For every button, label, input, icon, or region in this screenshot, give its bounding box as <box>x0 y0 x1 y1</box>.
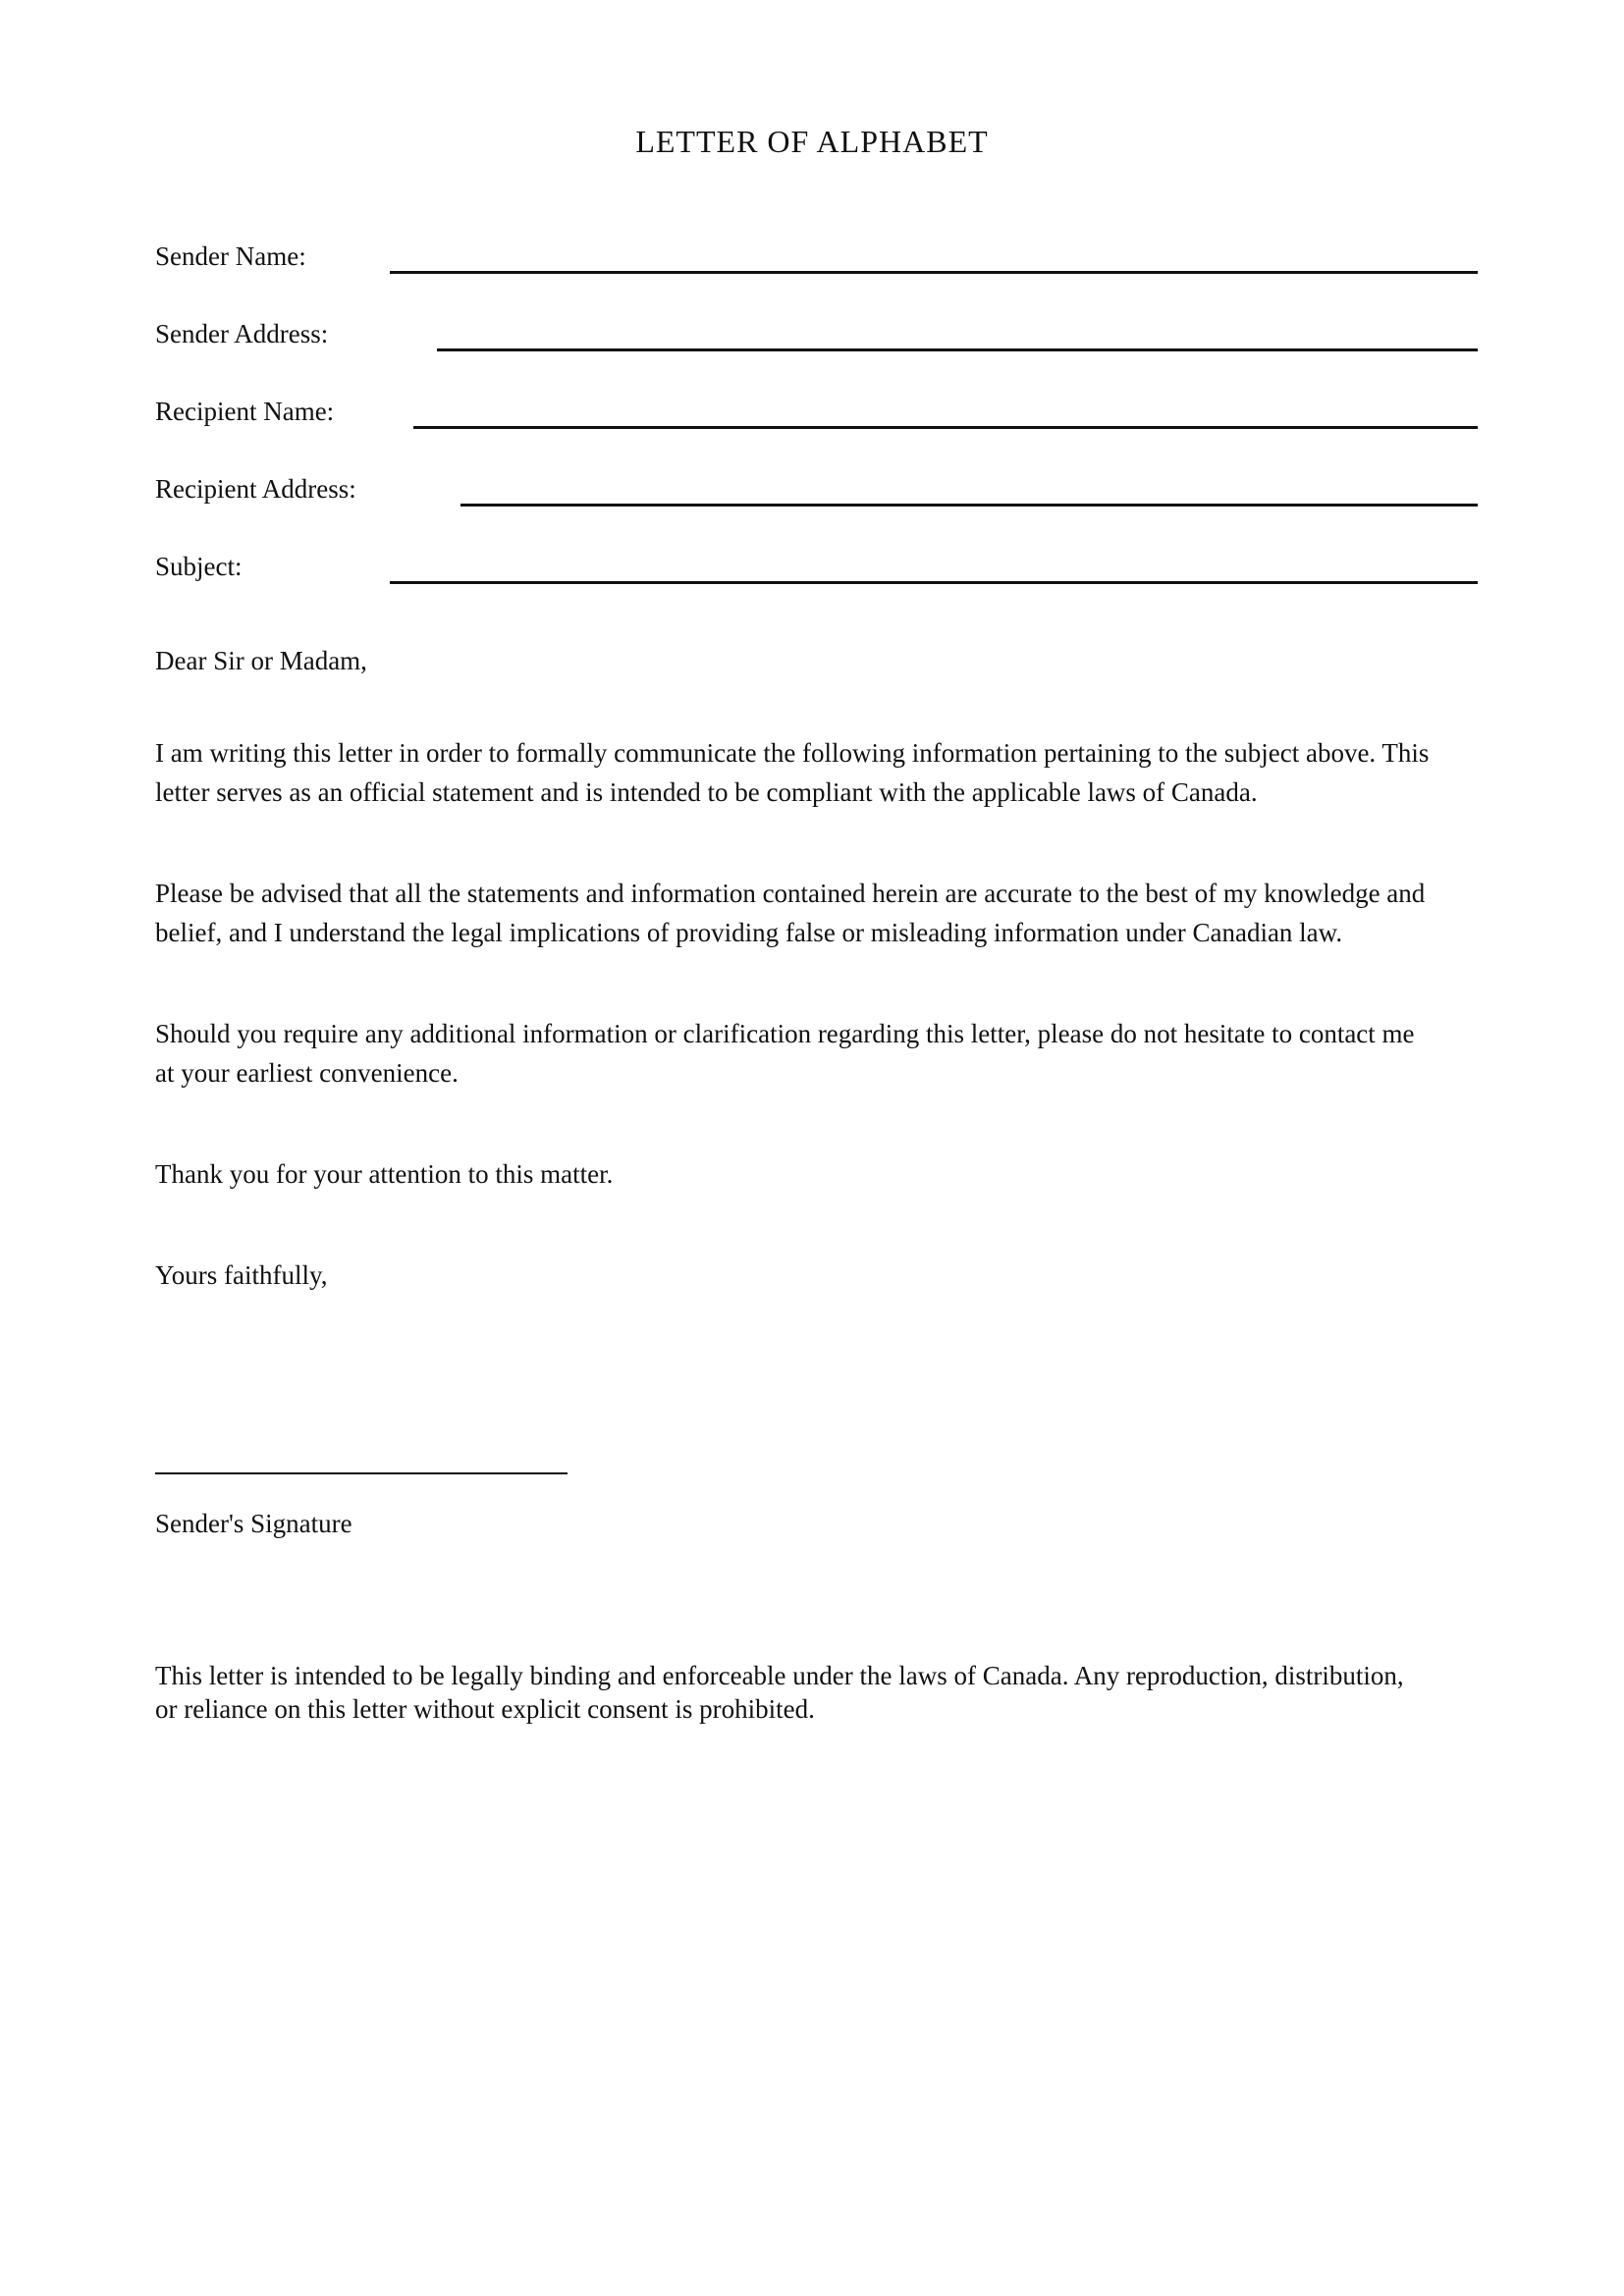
paragraph-line: letter serves as an official statement and is intended to be compliant with the applicable laws of Canada. <box>155 777 1258 807</box>
footer-line: This letter is intended to be legally binding and enforceable under the laws of Canada. Any reproduction, distribution, <box>155 1661 1404 1690</box>
paragraph-intro <box>155 733 1481 812</box>
paragraph-line: Please be advised that all the statements and information contained herein are accurate to the best of my knowledge and <box>155 879 1426 908</box>
paragraph-contact <box>155 1014 1481 1093</box>
signature-label: Sender's Signature <box>155 1509 352 1538</box>
recipient-address-line <box>460 504 1478 507</box>
footer-line: or reliance on this letter without explicit consent is prohibited. <box>155 1694 815 1724</box>
paragraph-line: Should you require any additional information or clarification regarding this letter, please do not hesitate to contact me <box>155 1019 1415 1048</box>
salutation: Dear Sir or Madam, <box>155 646 367 675</box>
sender-name-line <box>390 271 1478 274</box>
legal-footer <box>155 1659 1481 1726</box>
sender-address-label: Sender Address: <box>155 319 329 348</box>
signature-line <box>155 1472 568 1474</box>
sender-name-label: Sender Name: <box>155 241 306 271</box>
paragraph-line: at your earliest convenience. <box>155 1058 459 1088</box>
recipient-address-label: Recipient Address: <box>155 474 356 504</box>
closing-line: Yours faithfully, <box>155 1260 328 1290</box>
subject-label: Subject: <box>155 552 243 581</box>
paragraph-line: I am writing this letter in order to formally communicate the following information pertaining to the subject above. This <box>155 738 1430 768</box>
paragraph-declaration <box>155 874 1481 952</box>
paragraph-line: belief, and I understand the legal implications of providing false or misleading information under Canadian law. <box>155 918 1343 947</box>
recipient-name-label: Recipient Name: <box>155 397 335 426</box>
subject-line <box>390 581 1478 584</box>
sender-address-line <box>437 348 1478 351</box>
recipient-name-line <box>413 426 1478 429</box>
thanks-line: Thank you for your attention to this matter. <box>155 1159 614 1189</box>
document-title: LETTER OF ALPHABET <box>635 124 989 159</box>
